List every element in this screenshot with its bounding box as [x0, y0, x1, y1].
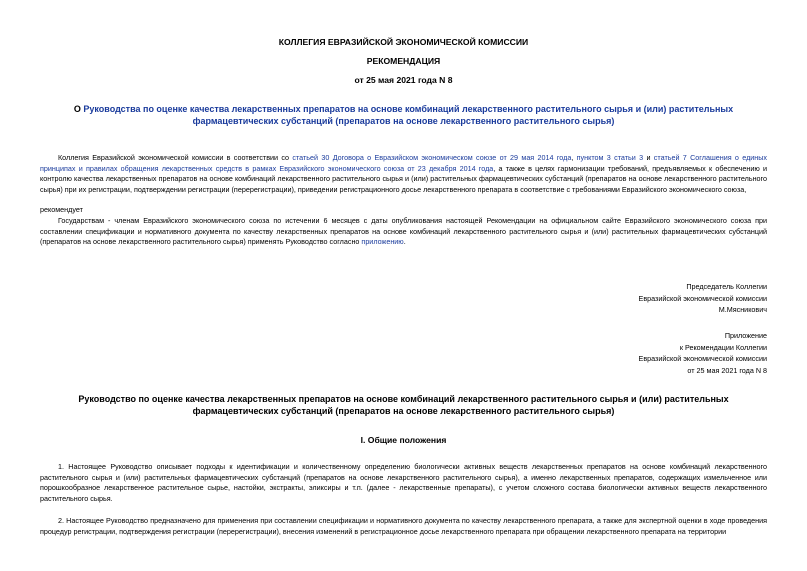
appendix-block — [639, 330, 767, 376]
doc-date-number: от 25 мая 2021 года N 8 — [354, 75, 453, 85]
article3-point3-link[interactable]: пунктом 3 статьи 3 — [576, 153, 644, 162]
section-title: I. Общие положения — [360, 435, 447, 445]
org-heading: КОЛЛЕГИЯ ЕВРАЗИЙСКОЙ ЭКОНОМИЧЕСКОЙ КОМИССИИ — [278, 37, 529, 47]
recommends-word: рекомендует — [40, 205, 83, 214]
appendix-link[interactable]: приложению — [361, 237, 404, 247]
guide-title: Руководство по оценке качества лекарственных препаратов на основе комбинаций лекарственного растительного сырья и (или) растительных фармацевтических субстанций (препаратов на основе лекарственного растительного сырья) — [78, 394, 729, 416]
recommendation-paragraph — [40, 216, 767, 248]
appendix-line-1: Приложение — [724, 331, 767, 340]
title-prefix: О — [73, 104, 84, 114]
recommendation-end: . — [403, 237, 406, 247]
paragraph-1: 1. Настоящее Руководство описывает подходы к идентификации и количественному определению биологически активных веществ лекарственных препаратов на основе комбинаций лекарственного растительного сырья и (или) растительных фармацевтических субстанций (препаратов на основе лекарственного растительного сырья), а именно лекарственных препаратов, содержащих измельченное или порошкообразное лекарственное растительное сырье, настойки, экстракты, эликсиры и т.п. (далее - лекарственные препараты), с учетом сложного состава биологически активных веществ лекарственного растительного сырья. — [40, 462, 767, 503]
signature-line-3: М.Мясникович — [718, 305, 767, 315]
appendix-line-4: от 25 мая 2021 года N 8 — [687, 365, 767, 375]
doc-type-heading: РЕКОМЕНДАЦИЯ — [366, 56, 441, 66]
paragraph-2: 2. Настоящее Руководство предназначено для применения при составлении спецификации и нормативного документа по качеству лекарственного препарата, а также для экспертной оценки в ходе проведения процедур регистрации, подтверждения регистрации (перерегистрации), внесения изменений в регистрационное досье лекарственного препарата при обращении лекарственного препарата на территории — [40, 516, 767, 536]
doc-title — [70, 103, 737, 127]
preamble-text-2: , — [571, 153, 577, 162]
preamble-paragraph — [40, 153, 767, 195]
preamble-text-3: и — [643, 153, 654, 162]
treaty-article-link[interactable]: статьей 30 Договора о Евразийском экономическом союзе от 29 мая 2014 года — [292, 153, 572, 162]
preamble-text-1: Коллегия Евразийской экономической комиссии в соответствии со — [58, 153, 293, 162]
preamble-text-4: , а также в целях гармонизации требований, предъявляемых к обеспечению и контролю качества лекарственных препаратов на основе комбинаций лекарственного растительного сырья и (или) растительных фармацевтических субстанций (препаратов на основе лекарственного растительного сырья) при их регистрации, подтверждении регистрации (перерегистрации), приведении регистрационного досье лекарственного препарата в соответствие с требованиями Евразийского экономического союза, — [40, 163, 768, 194]
signature-line-1: Председатель Коллегии — [686, 282, 767, 291]
title-link[interactable]: Руководства по оценке качества лекарственных препаратов на основе комбинаций лекарственного растительного сырья и (или) растительных фармацевтических субстанций (препаратов на основе лекарственного растительного сырья) — [83, 104, 734, 126]
agreement-article7-link[interactable]: статьей 7 Соглашения о единых принципах и правилах обращения лекарственных средств в рамках Евразийского экономического союза от 23 декабря 2014 года — [40, 153, 768, 173]
signature-line-2: Евразийской экономической комиссии — [638, 293, 767, 303]
recommendation-text: Государствам - членам Евразийского экономического союза по истечении 6 месяцев с даты опубликования настоящей Рекомендации на официальном сайте Евразийского экономического союза при составлении спецификации и нормативного документа по качеству лекарственных препаратов на основе комбинаций лекарственного растительного сырья и (или) растительных фармацевтических субстанций (препаратов на основе лекарственного растительного сырья) применять Руководство согласно — [40, 216, 767, 247]
appendix-line-3: Евразийской экономической комиссии — [638, 354, 767, 364]
signature-block — [639, 281, 767, 316]
appendix-line-2: к Рекомендации Коллегии — [679, 342, 767, 352]
